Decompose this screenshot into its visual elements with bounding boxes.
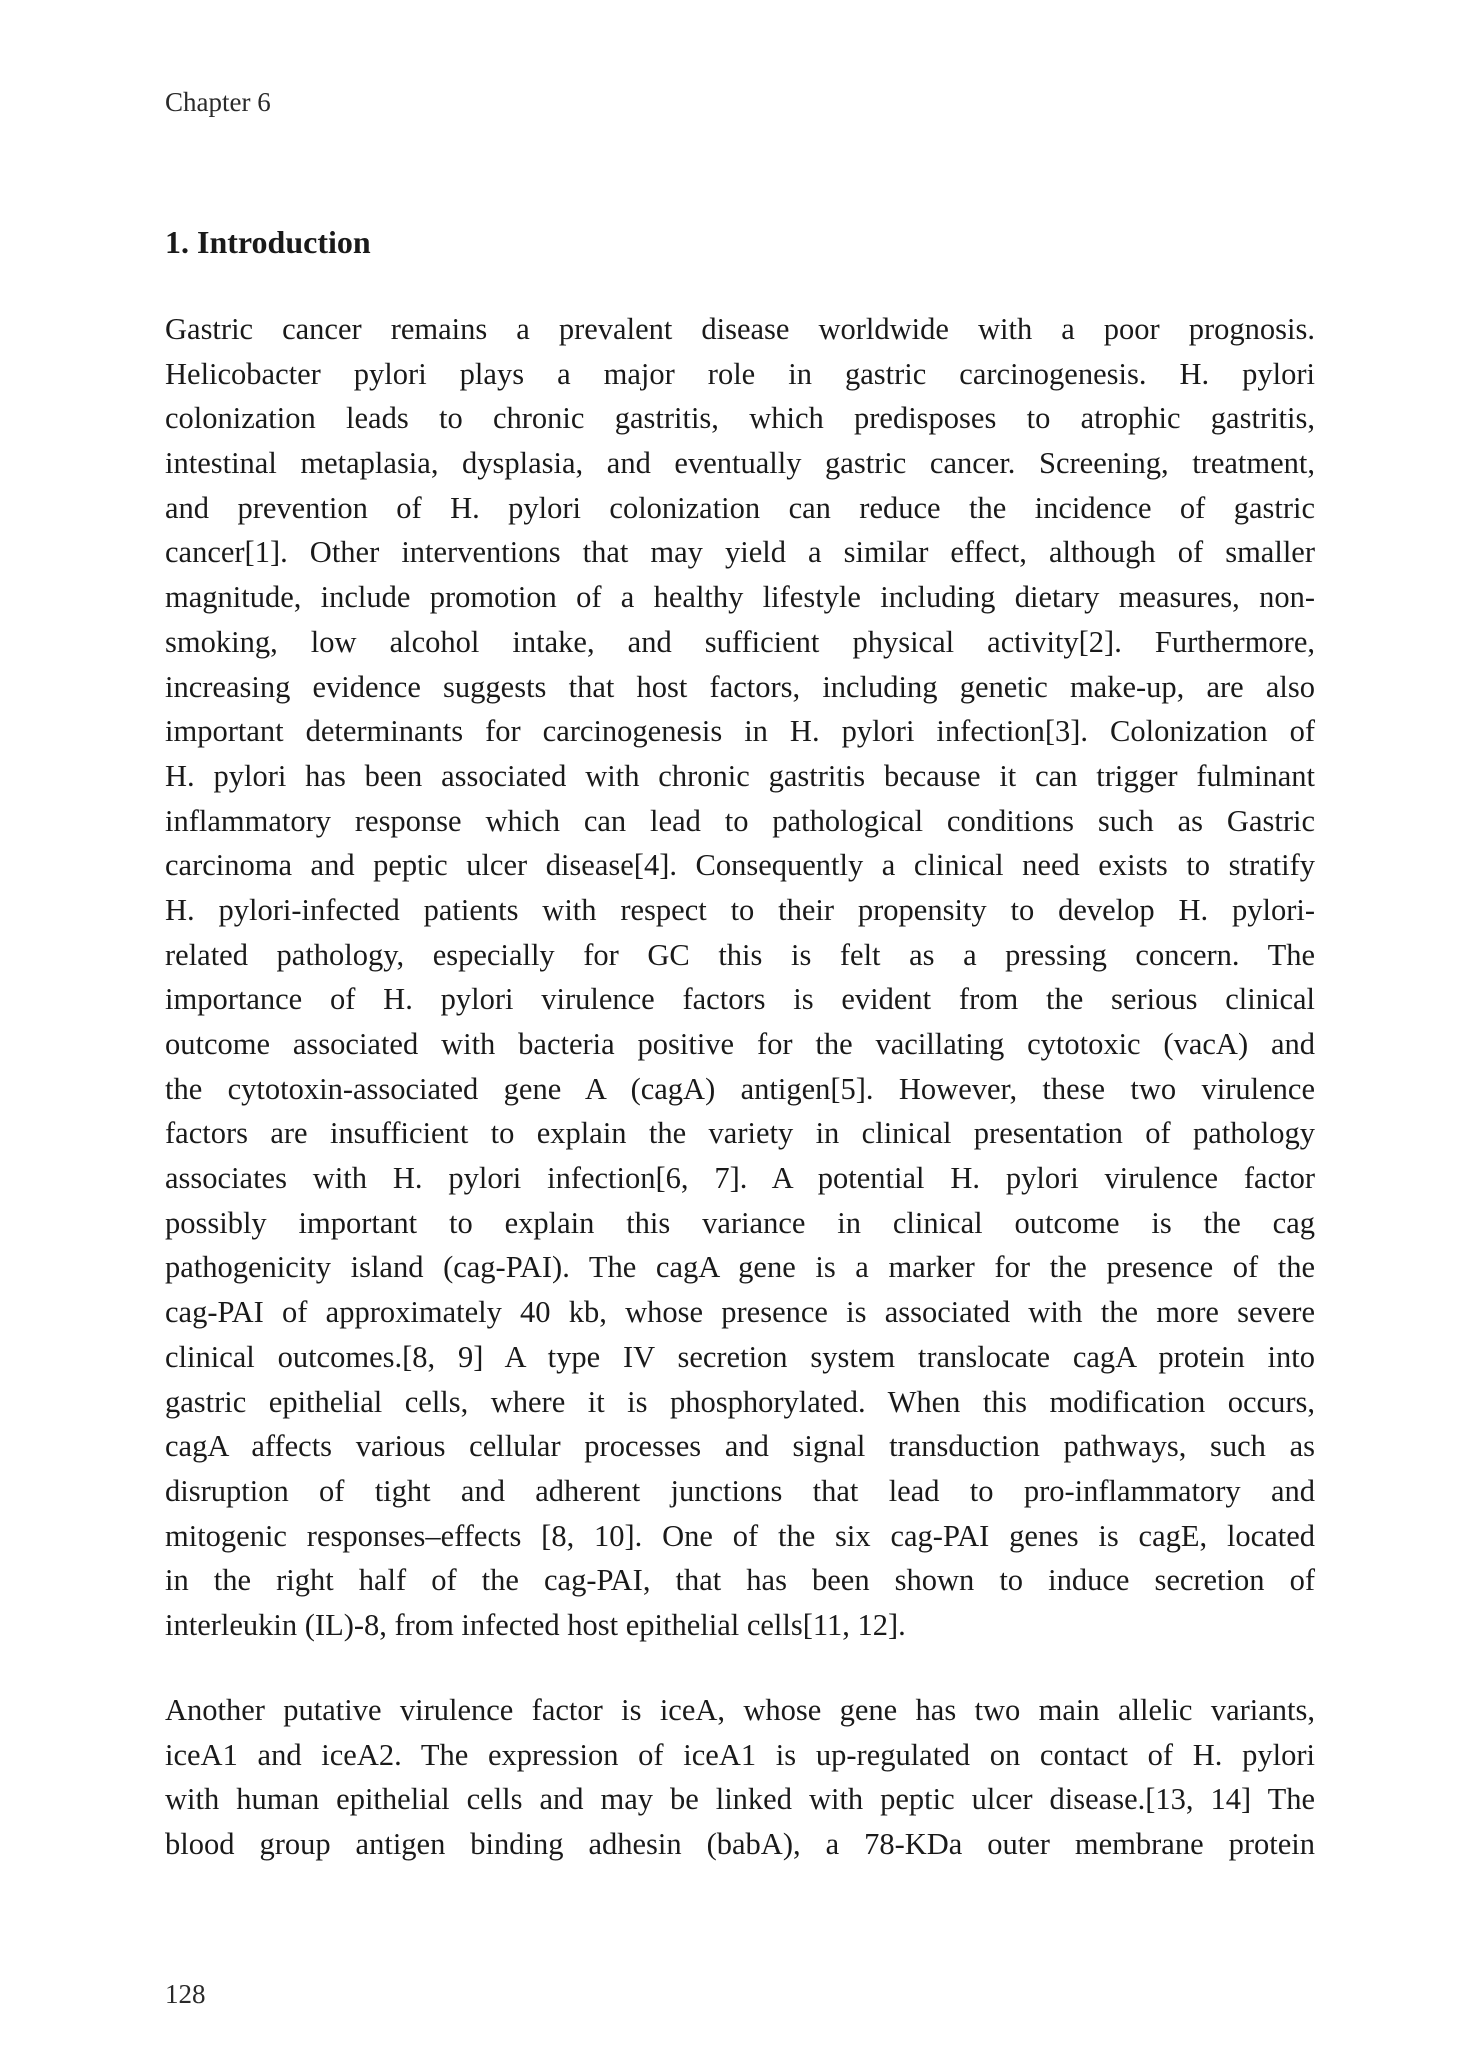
paragraph-introduction-1 bbox=[165, 307, 1315, 1648]
text-line: smoking, low alcohol intake, and sufficient physical activity[2]. Furthermore, bbox=[165, 624, 1315, 659]
text-line: increasing evidence suggests that host factors, including genetic make-up, are also bbox=[165, 669, 1315, 704]
text-line: importance of H. pylori virulence factors is evident from the serious clinical bbox=[165, 982, 1315, 1017]
text-line: carcinoma and peptic ulcer disease[4]. Consequently a clinical need exists to stratify bbox=[165, 848, 1315, 883]
text-line: H. pylori-infected patients with respect to their propensity to develop H. pylori- bbox=[165, 892, 1315, 927]
section-title: Introduction bbox=[197, 224, 371, 260]
text-line: Gastric cancer remains a prevalent disease worldwide with a poor prognosis. bbox=[165, 312, 1315, 346]
page-number: 128 bbox=[165, 1979, 206, 2009]
text-line: outcome associated with bacteria positive for the vacillating cytotoxic (vacA) and bbox=[165, 1027, 1315, 1061]
text-line: important determinants for carcinogenesis in H. pylori infection[3]. Colonization of bbox=[165, 714, 1315, 749]
section-heading bbox=[165, 222, 371, 262]
text-line: disruption of tight and adherent junctions that lead to pro-inflammatory and bbox=[165, 1473, 1315, 1508]
text-line: pathogenicity island (cag-PAI). The cagA gene is a marker for the presence of the bbox=[165, 1250, 1315, 1285]
text-line: H. pylori has been associated with chronic gastritis because it can trigger fulminant bbox=[165, 758, 1315, 793]
text-line: in the right half of the cag-PAI, that has been shown to induce secretion of bbox=[165, 1563, 1315, 1598]
text-line: magnitude, include promotion of a healthy lifestyle including dietary measures, non- bbox=[165, 580, 1315, 615]
text-line: cagA affects various cellular processes and signal transduction pathways, such as bbox=[165, 1429, 1315, 1464]
text-line: the cytotoxin-associated gene A (cagA) antigen[5]. However, these two virulence bbox=[165, 1071, 1315, 1106]
text-line: mitogenic responses–effects [8, 10]. One of the six cag-PAI genes is cagE, located bbox=[165, 1518, 1315, 1553]
text-line: interleukin (IL)-8, from infected host epithelial cells[11, 12]. bbox=[165, 1607, 906, 1642]
text-line: gastric epithelial cells, where it is phosphorylated. When this modification occurs, bbox=[165, 1384, 1315, 1419]
text-line: and prevention of H. pylori colonization can reduce the incidence of gastric bbox=[165, 490, 1315, 525]
paragraph-introduction-2 bbox=[165, 1688, 1315, 1867]
text-line: cancer[1]. Other interventions that may yield a similar effect, although of smaller bbox=[165, 535, 1315, 570]
text-line: clinical outcomes.[8, 9] A type IV secretion system translocate cagA protein into bbox=[165, 1339, 1315, 1374]
text-line: inflammatory response which can lead to pathological conditions such as Gastric bbox=[165, 803, 1315, 838]
text-line: Another putative virulence factor is iceA, whose gene has two main allelic variants, bbox=[165, 1693, 1315, 1727]
text-line: intestinal metaplasia, dysplasia, and eventually gastric cancer. Screening, treatment, bbox=[165, 446, 1315, 481]
text-line: possibly important to explain this variance in clinical outcome is the cag bbox=[165, 1205, 1315, 1240]
running-head: Chapter 6 bbox=[165, 87, 271, 117]
text-line: iceA1 and iceA2. The expression of iceA1 is up-regulated on contact of H. pylori bbox=[165, 1737, 1315, 1772]
text-line: Helicobacter pylori plays a major role in gastric carcinogenesis. H. pylori bbox=[165, 356, 1315, 391]
text-line: factors are insufficient to explain the variety in clinical presentation of pathology bbox=[165, 1116, 1315, 1151]
text-line: colonization leads to chronic gastritis, which predisposes to atrophic gastritis, bbox=[165, 401, 1315, 436]
section-number: 1. bbox=[165, 224, 189, 260]
text-line: blood group antigen binding adhesin (babA), a 78-KDa outer membrane protein bbox=[165, 1827, 1315, 1862]
text-line: related pathology, especially for GC this is felt as a pressing concern. The bbox=[165, 937, 1315, 972]
text-line: associates with H. pylori infection[6, 7]. A potential H. pylori virulence factor bbox=[165, 1161, 1315, 1196]
text-line: cag-PAI of approximately 40 kb, whose presence is associated with the more severe bbox=[165, 1295, 1315, 1330]
text-line: with human epithelial cells and may be linked with peptic ulcer disease.[13, 14] The bbox=[165, 1782, 1315, 1817]
